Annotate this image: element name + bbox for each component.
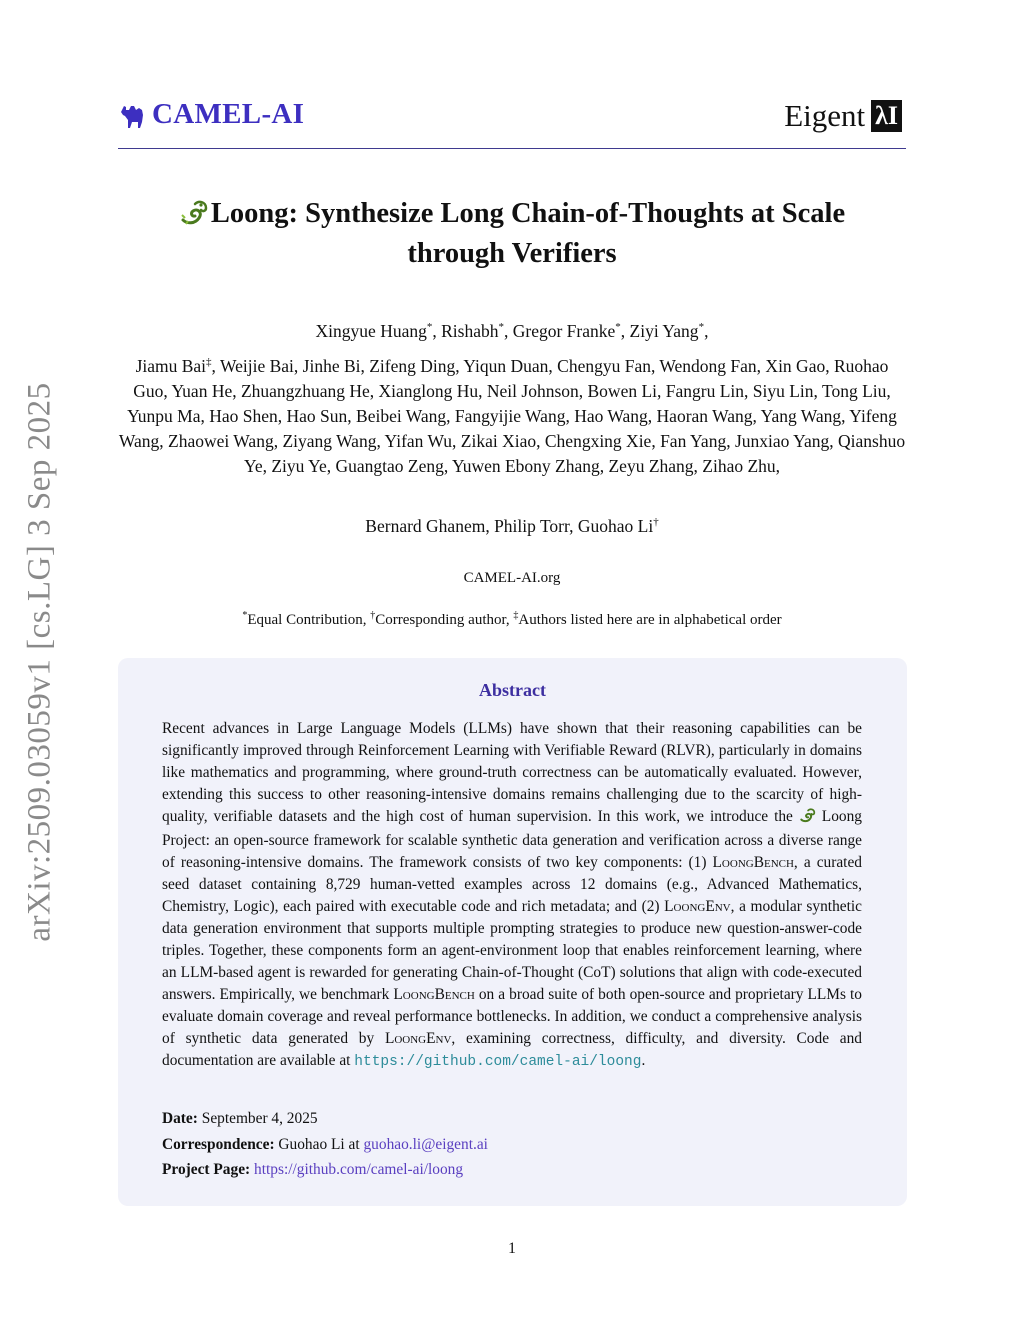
note-equal: Equal Contribution, bbox=[247, 612, 371, 628]
authors-list: , Weijie Bai, Jinhe Bi, Zifeng Ding, Yiqun Duan, Chengyu Fan, Wendong Fan, Xin Gao, Ruohao Guo, Yuan He, Zhuangzhuang He, Xianglong Hu, Neil Johnson, Bowen Li, Fangru Lin, Siyu Lin, Tong Liu, Yunpu Ma, Hao Shen, Hao Sun, Beibei Wang, Fangyijie Wang, Hao Wang, Haoran Wang, Yang Wang, Yifeng Wang, Zhaowei Wang, Ziyang Wang, Yifan Wu, Zikai Xiao, Chengxing Xie, Fan Yang, Junxiao Yang, Qianshuo Ye, Ziyu Ye, Guangtao Zeng, Yuwen Ebony Zhang, Zeyu Zhang, Zihao Zhu, bbox=[118, 356, 906, 476]
page-header bbox=[118, 96, 906, 149]
project-page-line bbox=[162, 1161, 463, 1179]
abstract-text: , a curated seed dataset containing 8,729 human-vetted examples across 12 domains (e.g., Advanced Mathematics, Chemistry, Logic), each paired with executable code and rich metadata; and (2) bbox=[162, 854, 862, 915]
author-sep: , bbox=[704, 321, 709, 341]
abstract-text: . bbox=[641, 1052, 646, 1069]
author-mark: * bbox=[498, 321, 504, 334]
date-value: September 4, 2025 bbox=[197, 1110, 318, 1127]
note-mark: † bbox=[370, 610, 376, 621]
arxiv-stamp: arXiv:2509.03059v1 [cs.LG] 3 Sep 2025 bbox=[21, 382, 58, 942]
paper-title-line2: through Verifiers bbox=[407, 238, 617, 269]
author-name: Jiamu Bai bbox=[135, 356, 207, 376]
eigent-ai-logo bbox=[784, 98, 902, 134]
author-name: Gregor Franke bbox=[512, 321, 616, 341]
abstract-text: , a modular synthetic data generation environment that supports multiple prompting strategies to produce new question-answer-code triples. Together, these components form an agent-environment loop that enables reinforcement learning, where an LLM-based agent is rewarded for generating Chain-of-Thought (CoT) solutions that align with code-executed answers. Empirically, we benchmark bbox=[162, 898, 862, 1003]
abstract-text: Recent advances in Large Language Models (LLMs) have shown that their reasoning capabilities can be significantly improved through Reinforcement Learning with Verifiable Reward (RLVR), particularly in domains like mathematics and programming, where ground-truth correctness can be automatically evaluated. However, extending this success to other reasoning-intensive domains remains challenging due to the scarcity of high-quality, verifiable datasets and the high cost of human supervision. In this work, we introduce the bbox=[162, 720, 862, 825]
author-sep: , bbox=[620, 321, 630, 341]
abstract-text: on a broad suite of both open-source and proprietary LLMs to evaluate domain coverage and reveal performance bottlenecks. In addition, we conduct a comprehensive analysis of synthetic data generated by bbox=[162, 986, 862, 1047]
correspondence-line bbox=[162, 1136, 488, 1154]
note-corr: Corresponding author, bbox=[375, 612, 514, 628]
project-page-label: Project Page: bbox=[162, 1161, 251, 1178]
loongbench-name: LoongBench bbox=[393, 986, 475, 1003]
correspondence-label: Correspondence: bbox=[162, 1136, 275, 1153]
loongenv-name: LoongEnv bbox=[664, 898, 731, 915]
abstract-text: Loong Project: an open-source framework for scalable synthetic data generation and verification across a diverse range of reasoning-intensive domains. The framework consists of two key components: (1) bbox=[162, 808, 862, 871]
author-mark: * bbox=[615, 321, 621, 334]
project-page-link[interactable]: https://github.com/camel-ai/loong bbox=[254, 1161, 464, 1178]
eigent-logo-text: Eigent bbox=[784, 98, 866, 133]
authors-senior-names: Bernard Ghanem, Philip Torr, Guohao Li bbox=[365, 516, 654, 536]
authors-senior bbox=[118, 514, 906, 539]
camel-ai-logo-text: CAMEL-AI bbox=[152, 98, 305, 130]
author-mark: † bbox=[653, 516, 659, 529]
date-line bbox=[162, 1110, 318, 1128]
author-mark: ‡ bbox=[206, 356, 212, 369]
abstract-box bbox=[118, 658, 907, 1206]
dragon-icon bbox=[179, 198, 209, 236]
camel-icon bbox=[118, 100, 148, 130]
eigent-logo-badge: λI bbox=[871, 100, 902, 132]
note-alpha: Authors listed here are in alphabetical order bbox=[518, 612, 782, 628]
correspondence-text: Guohao Li at bbox=[274, 1136, 364, 1153]
authors-lead bbox=[118, 319, 906, 344]
author-name: Rishabh bbox=[441, 321, 499, 341]
loongbench-name: LoongBench bbox=[712, 854, 794, 871]
author-sep: , bbox=[503, 321, 513, 341]
abstract-text: , examining correctness, difficulty, and diversity. Code and documentation are available at bbox=[162, 1030, 862, 1069]
note-mark: ‡ bbox=[513, 610, 519, 621]
page-number: 1 bbox=[508, 1240, 516, 1257]
date-label: Date: bbox=[162, 1110, 198, 1127]
correspondence-email-link[interactable]: guohao.li@eigent.ai bbox=[363, 1136, 488, 1153]
authors-contributors bbox=[118, 354, 906, 479]
paper-title-line1: Loong: Synthesize Long Chain-of-Thoughts at Scale bbox=[210, 198, 846, 229]
author-name: Xingyue Huang bbox=[315, 321, 427, 341]
paper-title bbox=[118, 196, 906, 272]
abstract-heading: Abstract bbox=[479, 680, 546, 700]
author-sep: , bbox=[432, 321, 442, 341]
author-mark: * bbox=[698, 321, 705, 334]
camel-ai-logo bbox=[118, 98, 304, 131]
code-link[interactable]: https://github.com/camel-ai/loong bbox=[354, 1054, 642, 1070]
abstract-body bbox=[162, 718, 862, 1073]
note-mark: * bbox=[242, 610, 248, 621]
dragon-icon bbox=[799, 807, 816, 830]
author-mark: * bbox=[426, 321, 433, 334]
loongenv-name: LoongEnv bbox=[384, 1030, 452, 1047]
author-name: Ziyi Yang bbox=[629, 321, 699, 341]
author-notes bbox=[118, 610, 906, 629]
affiliation: CAMEL-AI.org bbox=[463, 570, 561, 586]
